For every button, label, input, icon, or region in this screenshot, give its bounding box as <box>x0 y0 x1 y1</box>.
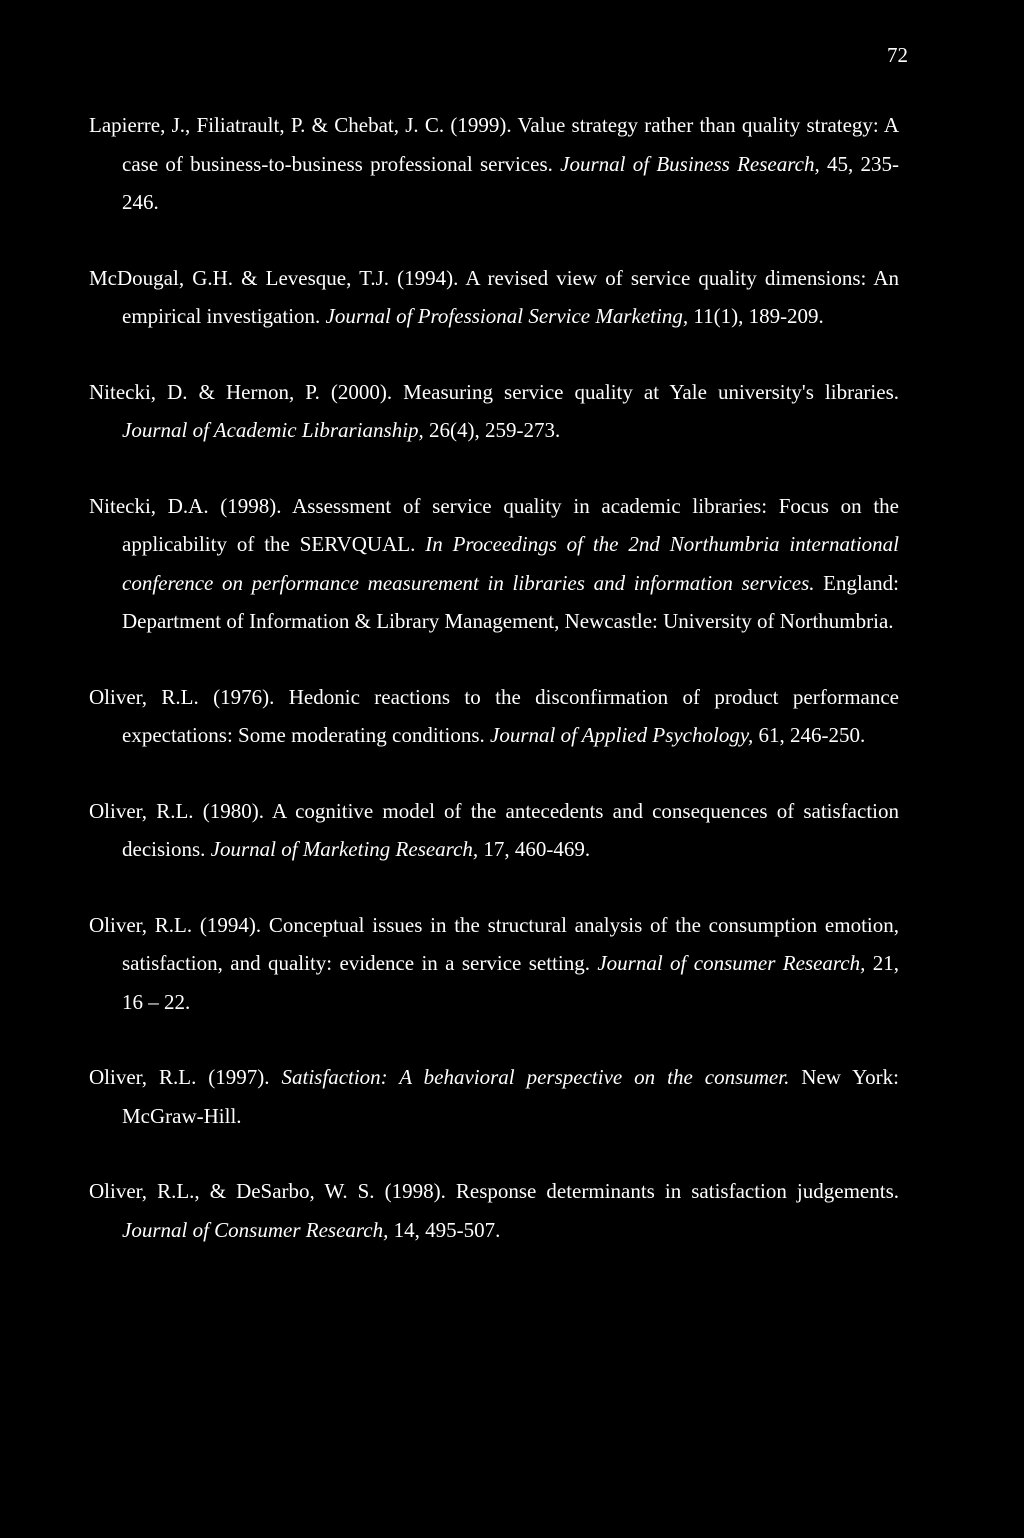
reference-entry: Nitecki, D.A. (1998). Assessment of service quality in academic libraries: Focus on the applicability of the SERVQUAL. In Proceedings of the 2nd Northumbria international conference on performance measurement in libraries and information services. England: Department of Information & Library Management, Newcastle: University of Northumbria. <box>89 493 899 633</box>
reference-entry: Oliver, R.L., & DeSarbo, W. S. (1998). Response determinants in satisfaction judgements. Journal of Consumer Research, 14, 495-507. <box>89 1179 899 1242</box>
reference-entry: Lapierre, J., Filiatrault, P. & Chebat, J. C. (1999). Value strategy rather than quality strategy: A case of business-to-business professional services. Journal of Business Research, 45, 235-246. <box>89 113 899 214</box>
reference-list <box>89 106 899 1286</box>
reference-entry: Oliver, R.L. (1997). Satisfaction: A behavioral perspective on the consumer. New York: McGraw-Hill. <box>89 1065 900 1128</box>
reference-entry: McDougal, G.H. & Levesque, T.J. (1994). A revised view of service quality dimensions: An empirical investigation. Journal of Professional Service Marketing, 11(1), 189-209. <box>89 265 899 328</box>
reference-entry: Oliver, R.L. (1976). Hedonic reactions to the disconfirmation of product performance expectations: Some moderating conditions. Journal of Applied Psychology, 61, 246-250. <box>89 684 899 747</box>
reference-entry: Oliver, R.L. (1980). A cognitive model of the antecedents and consequences of satisfaction decisions. Journal of Marketing Research, 17, 460-469. <box>89 798 899 861</box>
page-number: 72 <box>887 43 908 67</box>
reference-entry: Oliver, R.L. (1994). Conceptual issues in the structural analysis of the consumption emotion, satisfaction, and quality: evidence in a service setting. Journal of consumer Research, 21, 16 – 22. <box>89 912 900 1014</box>
reference-entry: Nitecki, D. & Hernon, P. (2000). Measuring service quality at Yale university's libraries. Journal of Academic Librarianship, 26(4), 259-273. <box>89 379 899 442</box>
